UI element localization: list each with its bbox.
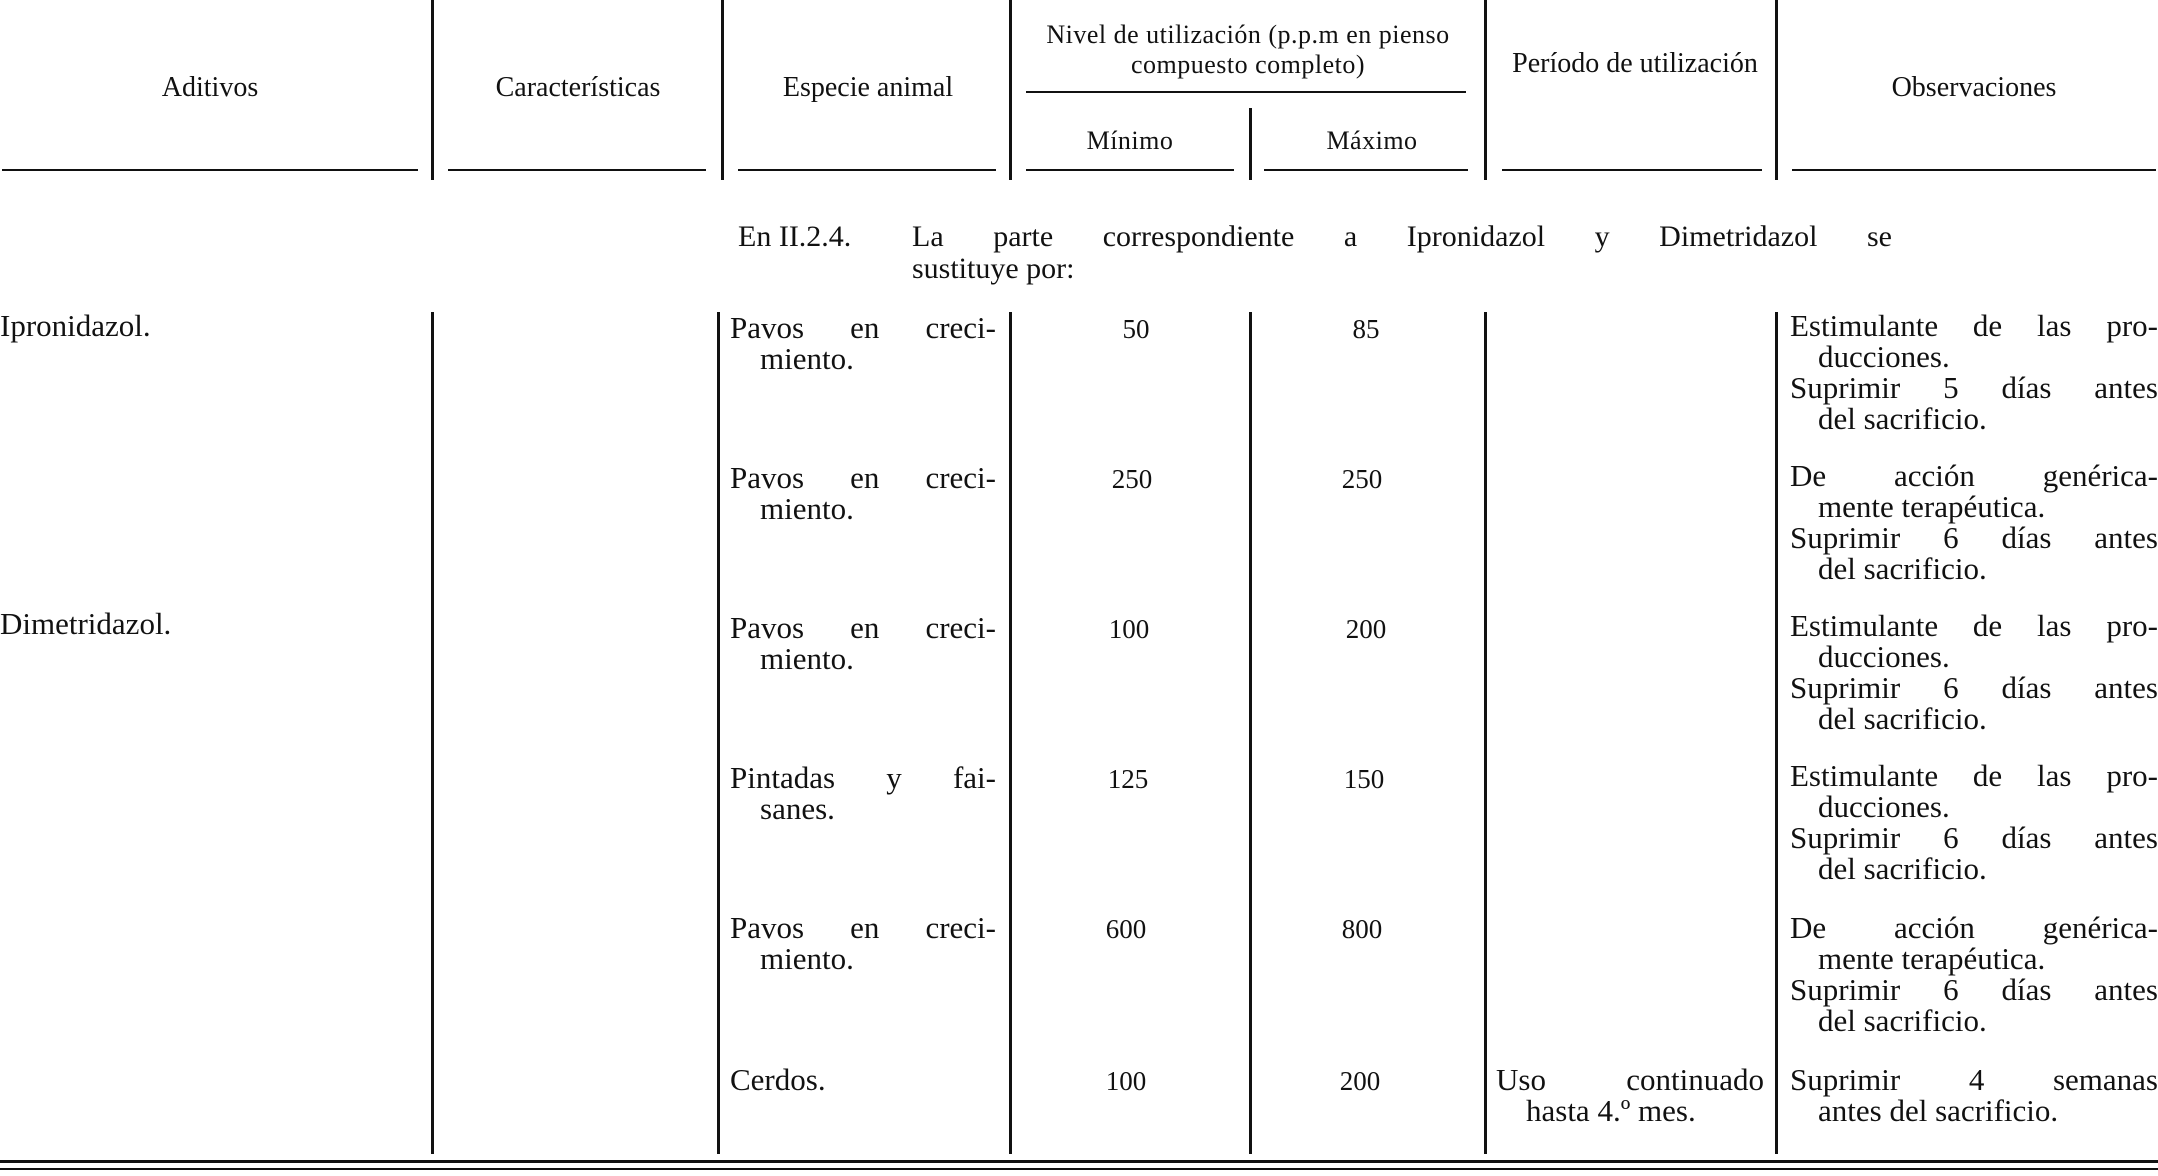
obs-line: Suprimir 6 días antes <box>1790 520 2158 555</box>
header-underline <box>448 169 706 171</box>
bottom-rule <box>0 1168 2158 1170</box>
max-value: 250 <box>1341 464 1383 494</box>
observaciones-cell <box>1790 912 2158 1036</box>
obs-line: Suprimir 6 días antes <box>1790 820 2158 855</box>
obs-line: De acción genérica- <box>1790 910 2158 945</box>
header-maximo: Máximo <box>1326 126 1418 155</box>
header-underline <box>738 169 996 171</box>
header-aditivos: Aditivos <box>161 72 259 103</box>
additive-dimetridazol: Dimetridazol. <box>0 606 172 641</box>
min-value: 600 <box>1105 914 1147 944</box>
header-periodo-utilizacion: Período de utilización <box>1512 48 1758 79</box>
max-value: 200 <box>1339 1066 1381 1096</box>
especie-line-1: Pavos en creci- <box>730 460 996 495</box>
body-rule <box>1009 312 1012 1154</box>
header-observaciones: Observaciones <box>1891 72 2057 103</box>
especie-line-2: sanes. <box>760 791 835 826</box>
obs-line: ducciones. <box>1818 339 1950 374</box>
max-value: 800 <box>1341 914 1383 944</box>
observaciones-cell <box>1790 310 2158 434</box>
especie-line-1: Pavos en creci- <box>730 910 996 945</box>
additive-ipronidazol: Ipronidazol. <box>0 308 151 343</box>
header-rule <box>1775 0 1778 180</box>
max-value: 150 <box>1343 764 1385 794</box>
obs-line: Estimulante de las pro- <box>1790 608 2158 643</box>
especie-line-2: miento. <box>760 941 854 976</box>
periodo-line-1: Uso continuado <box>1496 1062 1764 1097</box>
obs-line: De acción genérica- <box>1790 458 2158 493</box>
especie-line-2: miento. <box>760 491 854 526</box>
obs-line: Suprimir 6 días antes <box>1790 670 2158 705</box>
header-underline <box>1502 169 1762 171</box>
obs-line: Suprimir 4 semanas <box>1790 1062 2158 1097</box>
body-rule <box>431 312 434 1154</box>
body-rule <box>1775 312 1778 1154</box>
obs-line: mente terapéutica. <box>1818 941 2046 976</box>
header-underline <box>1026 169 1234 171</box>
max-value: 85 <box>1352 314 1380 344</box>
especie-line-1: Pintadas y fai- <box>730 760 996 795</box>
obs-line: del sacrificio. <box>1818 1003 1987 1038</box>
intro-line-1: La parte correspondiente a Ipronidazol y Dimetridazol se <box>912 220 1892 253</box>
obs-line: del sacrificio. <box>1818 401 1987 436</box>
obs-line: Suprimir 6 días antes <box>1790 972 2158 1007</box>
intro-line-2: sustituye por: <box>912 252 1075 285</box>
intro-prefix: En II.2.4. <box>738 220 852 253</box>
obs-line: mente terapéutica. <box>1818 489 2046 524</box>
max-value: 200 <box>1345 614 1387 644</box>
body-rule <box>717 312 720 1154</box>
header-underline <box>1792 169 2156 171</box>
especie-line-1: Cerdos. <box>730 1062 826 1097</box>
periodo-line-2: hasta 4.º mes. <box>1526 1093 1696 1128</box>
observaciones-cell <box>1790 610 2158 734</box>
header-rule <box>1009 0 1012 180</box>
min-value: 250 <box>1111 464 1153 494</box>
observaciones-cell <box>1790 460 2158 584</box>
obs-line: Suprimir 5 días antes <box>1790 370 2158 405</box>
header-rule <box>1484 0 1487 180</box>
min-value: 100 <box>1105 1066 1147 1096</box>
header-caracteristicas: Características <box>495 72 661 103</box>
header-especie-animal: Especie animal <box>782 72 954 103</box>
obs-line: ducciones. <box>1818 789 1950 824</box>
especie-line-2: miento. <box>760 641 854 676</box>
obs-line: del sacrificio. <box>1818 851 1987 886</box>
obs-line: Estimulante de las pro- <box>1790 758 2158 793</box>
header-rule <box>431 0 434 180</box>
min-value: 125 <box>1107 764 1149 794</box>
obs-line: del sacrificio. <box>1818 701 1987 736</box>
body-rule <box>1249 312 1252 1154</box>
obs-line: ducciones. <box>1818 639 1950 674</box>
obs-line: antes del sacrificio. <box>1818 1093 2059 1128</box>
header-rule <box>1249 108 1252 180</box>
observaciones-cell <box>1790 760 2158 884</box>
header-rule <box>721 0 724 180</box>
body-rule <box>1484 312 1487 1154</box>
nivel-subheader-rule <box>1026 91 1466 93</box>
bottom-rule <box>0 1160 2158 1163</box>
obs-line: Estimulante de las pro- <box>1790 308 2158 343</box>
header-minimo: Mínimo <box>1086 126 1174 155</box>
header-nivel-utilizacion: Nivel de utilización (p.p.m en pienso compuesto completo) <box>1046 20 1450 79</box>
observaciones-cell <box>1790 1064 2158 1126</box>
obs-line: del sacrificio. <box>1818 551 1987 586</box>
min-value: 100 <box>1108 614 1150 644</box>
especie-line-2: miento. <box>760 341 854 376</box>
min-value: 50 <box>1122 314 1150 344</box>
header-underline <box>1264 169 1468 171</box>
especie-line-1: Pavos en creci- <box>730 610 996 645</box>
header-underline <box>2 169 418 171</box>
especie-line-1: Pavos en creci- <box>730 310 996 345</box>
